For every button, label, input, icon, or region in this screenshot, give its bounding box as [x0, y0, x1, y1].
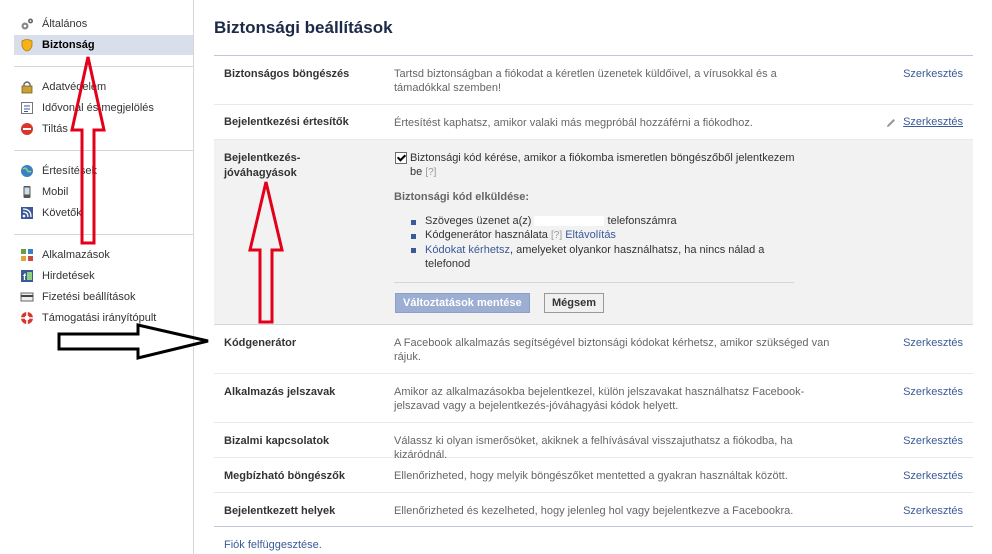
sidebar-item-label: Adatvédelem	[42, 81, 107, 93]
payments-icon	[20, 290, 34, 304]
sidebar-item-label: Általános	[42, 18, 88, 30]
row-description: Tartsd biztonságban a fiókodat a kéretlen üzenetek küldőivel, a vírusokkal és a támadókkal szemben!	[394, 68, 777, 94]
edit-link[interactable]: Szerkesztés	[903, 505, 963, 517]
sidebar-item-label: Mobil	[42, 186, 69, 198]
settings-row-app-passwords	[214, 374, 973, 423]
block-icon	[20, 122, 34, 136]
settings-row-secure-browsing	[214, 56, 973, 105]
sidebar-item-label: Hirdetések	[42, 270, 95, 282]
settings-row-code-generator	[214, 325, 973, 374]
globe-icon	[20, 164, 34, 178]
rss-icon	[20, 206, 34, 220]
require-code-checkbox[interactable]	[395, 152, 407, 164]
edit-link[interactable]: Szerkesztés	[903, 386, 963, 398]
codes-rest-line2: telefonod	[425, 258, 471, 270]
codegen-text: Kódgenerátor használata	[425, 229, 548, 241]
sidebar-item-support-dashboard[interactable]	[14, 308, 193, 328]
sidebar-item-general[interactable]	[14, 14, 193, 34]
sidebar-item-label: Értesítések	[42, 165, 98, 177]
row-description: A Facebook alkalmazás segítségével biztonsági kódokat kérhetsz, amikor szükséged van rájuk.	[394, 337, 830, 363]
row-description: Értesítést kaphatsz, amikor valaki más megpróbál hozzáférni a fiókodhoz.	[394, 117, 753, 129]
checkbox-label	[410, 151, 810, 180]
sidebar-item-label: Idővonal és megjelölés	[42, 102, 154, 114]
edit-link[interactable]: Szerkesztés	[903, 435, 963, 447]
row-label: Biztonságos böngészés	[224, 68, 350, 80]
sidebar-item-security[interactable]	[14, 35, 193, 55]
row-label: Bejelentkezett helyek	[224, 505, 336, 517]
sidebar-divider	[14, 150, 193, 151]
bullet	[411, 248, 416, 253]
settings-row-active-sessions	[214, 493, 973, 527]
sidebar-item-label: Biztonság	[42, 39, 95, 51]
redacted-phone	[534, 216, 604, 226]
row-label: Alkalmazás jelszavak	[224, 386, 336, 398]
send-code-subheading: Biztonsági kód elküldése:	[394, 191, 530, 203]
codegen-option	[425, 229, 825, 241]
sms-prefix: Szöveges üzenet a(z)	[425, 215, 532, 227]
mobile-icon	[20, 185, 34, 199]
cancel-button[interactable]: Mégsem	[544, 293, 604, 313]
svg-text:f: f	[23, 272, 26, 282]
timeline-icon	[20, 101, 34, 115]
settings-row-trusted-browsers	[214, 458, 973, 493]
row-description: Válassz ki olyan ismerősöket, akiknek a felhívásával visszajuthatsz a fiókodba, ha kizáródnál.	[394, 435, 793, 461]
edit-link[interactable]: Szerkesztés	[903, 470, 963, 482]
lock-icon	[20, 80, 34, 94]
sidebar-item-privacy[interactable]	[14, 77, 193, 97]
sidebar-item-notifications[interactable]	[14, 161, 193, 181]
sidebar-item-apps[interactable]	[14, 245, 193, 265]
page-title: Biztonsági beállítások	[214, 18, 393, 37]
help-link[interactable]: [?]	[551, 230, 563, 241]
row-label: Bejelentkezés-jóváhagyások	[224, 152, 301, 179]
row-label: Bizalmi kapcsolatok	[224, 435, 330, 447]
ads-icon	[20, 269, 34, 283]
edit-link[interactable]: Szerkesztés	[903, 68, 963, 80]
sidebar-item-label: Követők	[42, 207, 82, 219]
security-shield-icon	[20, 38, 34, 52]
sidebar-item-label: Alkalmazások	[42, 249, 110, 261]
bullet	[411, 220, 416, 225]
sidebar-divider	[14, 234, 193, 235]
codes-option	[425, 243, 785, 271]
edit-link[interactable]: Szerkesztés	[903, 116, 963, 128]
apps-icon	[20, 248, 34, 262]
checkbox-label-line1: Biztonsági kód kérése, amikor a fiókomba ismeretlen böngészőből jelentkezem	[410, 152, 795, 164]
sms-option	[425, 215, 825, 227]
row-label: Megbízható böngészők	[224, 470, 345, 482]
row-description: Ellenőrizheted és kezelheted, hogy jelenleg hol vagy bejelentkezve a Facebookra.	[394, 505, 794, 517]
row-description: Ellenőrizheted, hogy melyik böngészőket mentetted a gyakran használtak között.	[394, 470, 788, 482]
sidebar-item-mobile[interactable]	[14, 182, 193, 202]
settings-row-login-approvals	[214, 140, 973, 325]
row-description: Amikor az alkalmazásokba bejelentkezel, külön jelszavakat használhatsz Facebook-jelszavad vagy a bejelentkezés-jóváhagyási kódok helyett.	[394, 386, 805, 412]
sidebar-item-label: Tiltás	[42, 123, 68, 135]
remove-link[interactable]: Eltávolítás	[565, 229, 616, 241]
sidebar-item-timeline[interactable]	[14, 98, 193, 118]
edit-link[interactable]: Szerkesztés	[903, 337, 963, 349]
settings-sidebar	[0, 0, 194, 554]
settings-row-login-notifications	[214, 105, 973, 140]
sidebar-item-blocking[interactable]	[14, 119, 193, 139]
sms-suffix: telefonszámra	[607, 215, 677, 227]
save-changes-button[interactable]: Változtatások mentése	[395, 293, 530, 313]
sidebar-item-payments[interactable]	[14, 287, 193, 307]
gears-icon	[20, 17, 34, 31]
codes-rest: , amelyeket olyankor használhatsz, ha nincs nálad a	[510, 244, 765, 256]
sidebar-divider	[14, 66, 193, 67]
row-label: Bejelentkezési értesítők	[224, 116, 349, 128]
sidebar-item-label: Fizetési beállítások	[42, 291, 136, 303]
deactivate-account-link[interactable]: Fiók felfüggesztése.	[224, 539, 322, 551]
row-label: Kódgenerátor	[224, 337, 297, 349]
sidebar-item-ads[interactable]	[14, 266, 193, 286]
sidebar-item-label: Támogatási irányítópult	[42, 312, 157, 324]
checkbox-label-line2: be	[410, 166, 423, 178]
lifebuoy-icon	[20, 311, 34, 325]
help-link[interactable]: [?]	[425, 167, 437, 178]
settings-row-trusted-contacts	[214, 423, 973, 461]
bullet	[411, 234, 416, 239]
pencil-icon[interactable]	[885, 117, 897, 129]
settings-list	[214, 55, 973, 517]
request-codes-link[interactable]: Kódokat kérhetsz	[425, 244, 510, 256]
sidebar-item-followers[interactable]	[14, 203, 193, 223]
divider	[394, 282, 794, 283]
